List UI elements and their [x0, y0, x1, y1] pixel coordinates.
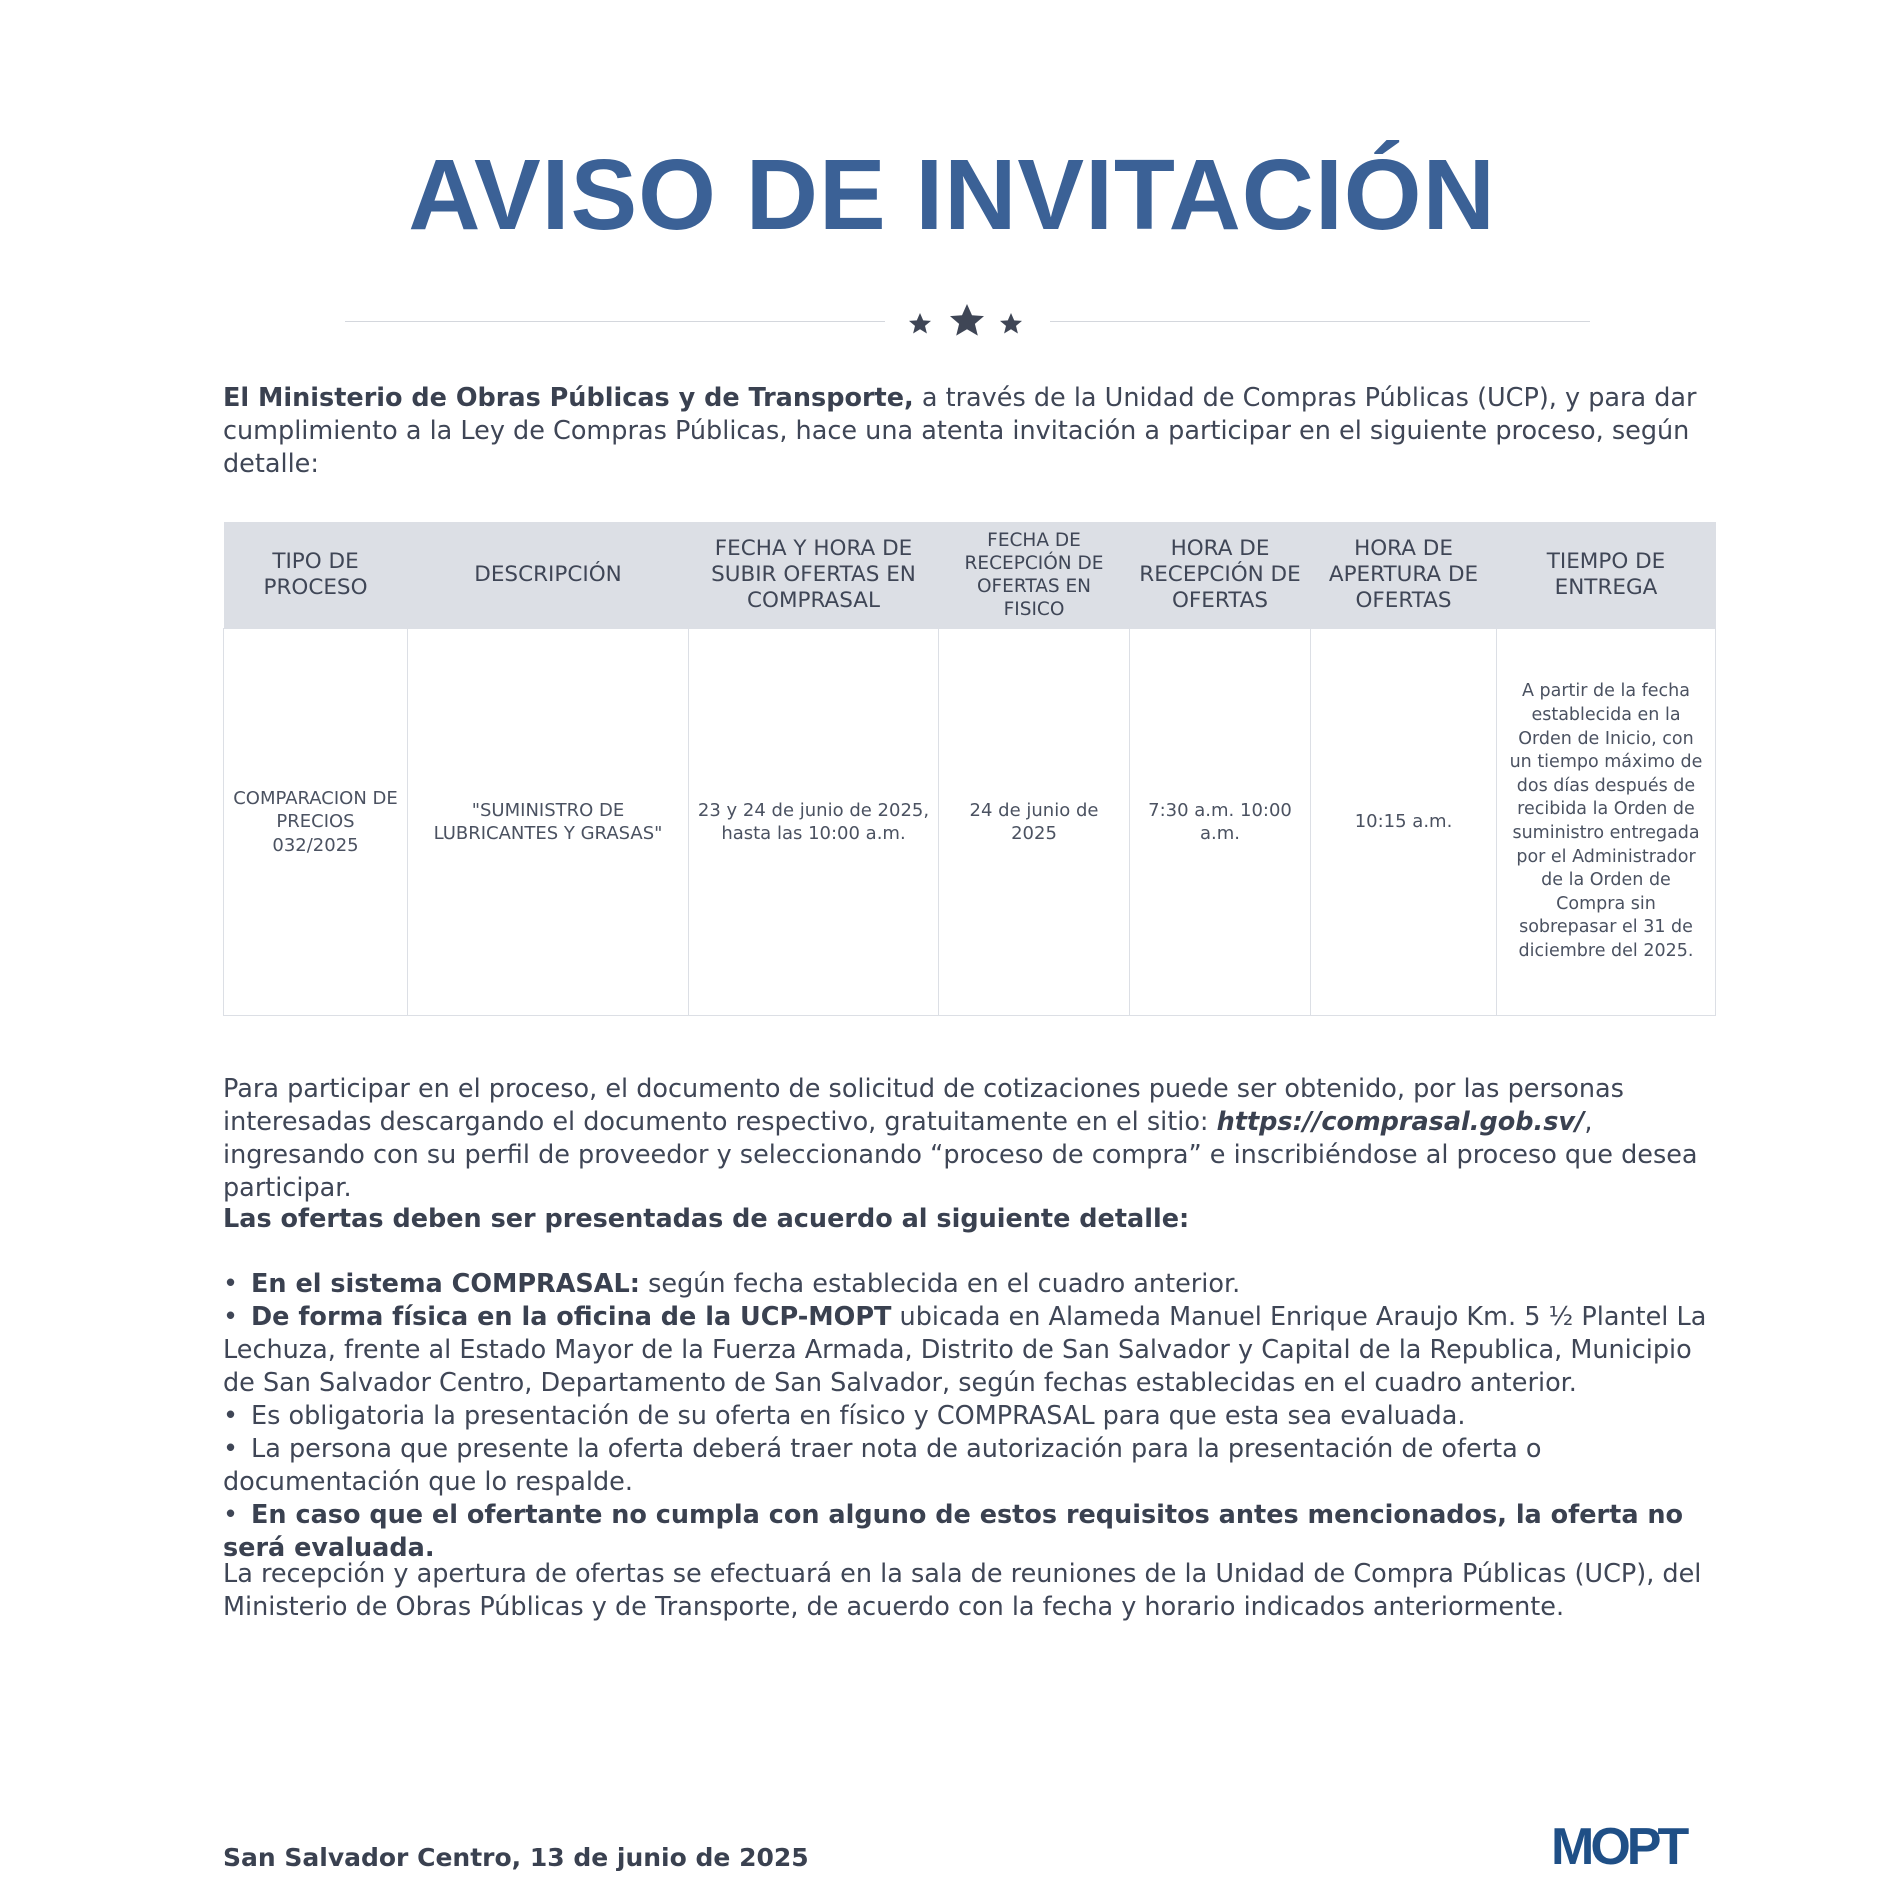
bullet-icon: •	[223, 1302, 239, 1332]
table-row	[224, 629, 1716, 1016]
footer-date: San Salvador Centro, 13 de junio de 2025	[223, 1843, 809, 1872]
table-cell: 7:30 a.m. 10:00 a.m.	[1130, 629, 1311, 1016]
table-cell: 10:15 a.m.	[1311, 629, 1497, 1016]
logo-text: MOPT	[1551, 1822, 1686, 1868]
list-item	[223, 1499, 1718, 1565]
reception-paragraph: La recepción y apertura de ofertas se efectuará en la sala de reuniones de la Unidad de Compra Públicas (UCP), del Ministerio de Obras Públicas y de Transporte, de acuerdo con la fecha y horario indicados anteriormente.	[223, 1559, 1702, 1622]
page-title: AVISO DE INVITACIÓN	[408, 139, 1496, 251]
intro-paragraph	[223, 382, 1713, 481]
participation-text: Para participar en el proceso, el documento de solicitud de cotizaciones puede ser obtenido, por las personas interesadas descargando el documento respectivo, gratuitamente en el sitio:	[223, 1074, 1624, 1137]
column-header: FECHA DE RECEPCIÓN DE OFERTAS EN FISICO	[939, 522, 1130, 629]
comprasal-link[interactable]: https://comprasal.gob.sv/	[1216, 1107, 1585, 1137]
column-header: FECHA Y HORA DE SUBIR OFERTAS EN COMPRASAL	[689, 522, 939, 629]
mopt-logo	[1551, 1822, 1701, 1868]
bullet-icon: •	[223, 1500, 239, 1530]
list-item-text: La persona que presente la oferta deberá traer nota de autorización para la presentación de oferta o documentación que lo respalde.	[223, 1434, 1542, 1497]
list-item	[223, 1268, 1718, 1301]
offers-heading: Las ofertas deben ser presentadas de acuerdo al siguiente detalle:	[223, 1204, 1190, 1234]
participation-paragraph	[223, 1073, 1718, 1205]
column-header: TIPO DE PROCESO	[224, 522, 408, 629]
list-item	[223, 1400, 1718, 1433]
star-icon	[1000, 313, 1022, 334]
table-cell: "SUMINISTRO DE LUBRICANTES Y GRASAS"	[408, 629, 689, 1016]
table-cell: 24 de junio de 2025	[939, 629, 1130, 1016]
list-item	[223, 1301, 1718, 1400]
intro-text: a través de la Unidad de Compras Públicas (UCP), y para dar cumplimiento a la Ley de Compras Públicas, hace una atenta invitación a participar en el siguiente proceso, según detalle:	[223, 383, 1697, 479]
title-divider	[345, 298, 1590, 348]
intro-bold: El Ministerio de Obras Públicas y de Transporte,	[223, 383, 914, 413]
list-item-bold: En el sistema COMPRASAL:	[251, 1269, 640, 1299]
participation-text-end: , ingresando con su perfil de proveedor y seleccionando “proceso de compra” e inscribiéndose al proceso que desea participar.	[223, 1107, 1698, 1203]
list-item-bold: En caso que el ofertante no cumpla con alguno de estos requisitos antes mencionados, la oferta no será evaluada.	[223, 1500, 1684, 1563]
column-header: DESCRIPCIÓN	[408, 522, 689, 629]
bullet-icon: •	[223, 1434, 239, 1464]
table-header-row	[224, 522, 1716, 629]
list-item-text: según fecha establecida en el cuadro anterior.	[639, 1269, 1241, 1299]
bullet-icon: •	[223, 1269, 239, 1299]
three-stars-icon	[905, 298, 1030, 348]
column-header: HORA DE APERTURA DE OFERTAS	[1311, 522, 1497, 629]
column-header: HORA DE RECEPCIÓN DE OFERTAS	[1130, 522, 1311, 629]
table-cell: COMPARACION DE PRECIOS 032/2025	[224, 629, 408, 1016]
list-item-bold: De forma física en la oficina de la UCP-MOPT	[251, 1302, 892, 1332]
star-icon	[950, 304, 984, 336]
table-cell: A partir de la fecha establecida en la Orden de Inicio, con un tiempo máximo de dos días después de recibida la Orden de suministro entregada por el Administrador de la Orden de Compra sin sobrepasar el 31 de diciembre del 2025.	[1497, 629, 1716, 1016]
table-cell: 23 y 24 de junio de 2025, hasta las 10:00 a.m.	[689, 629, 939, 1016]
bullet-icon: •	[223, 1401, 239, 1431]
requirements-list	[223, 1268, 1718, 1565]
column-header: TIEMPO DE ENTREGA	[1497, 522, 1716, 629]
list-item-text: ubicada en Alameda Manuel Enrique Araujo Km. 5 ½ Plantel La Lechuza, frente al Estado Mayor de la Fuerza Armada, Distrito de San Salvador y Capital de la Republica, Municipio de San Salvador Centro, Departamento de San Salvador, según fechas establecidas en el cuadro anterior.	[223, 1302, 1707, 1398]
list-item	[223, 1433, 1718, 1499]
list-item-text: Es obligatoria la presentación de su oferta en físico y COMPRASAL para que esta sea evaluada.	[251, 1401, 1466, 1431]
star-icon	[909, 313, 931, 334]
process-table	[223, 522, 1716, 1016]
divider-line-right	[1050, 321, 1590, 322]
divider-line-left	[345, 321, 885, 322]
